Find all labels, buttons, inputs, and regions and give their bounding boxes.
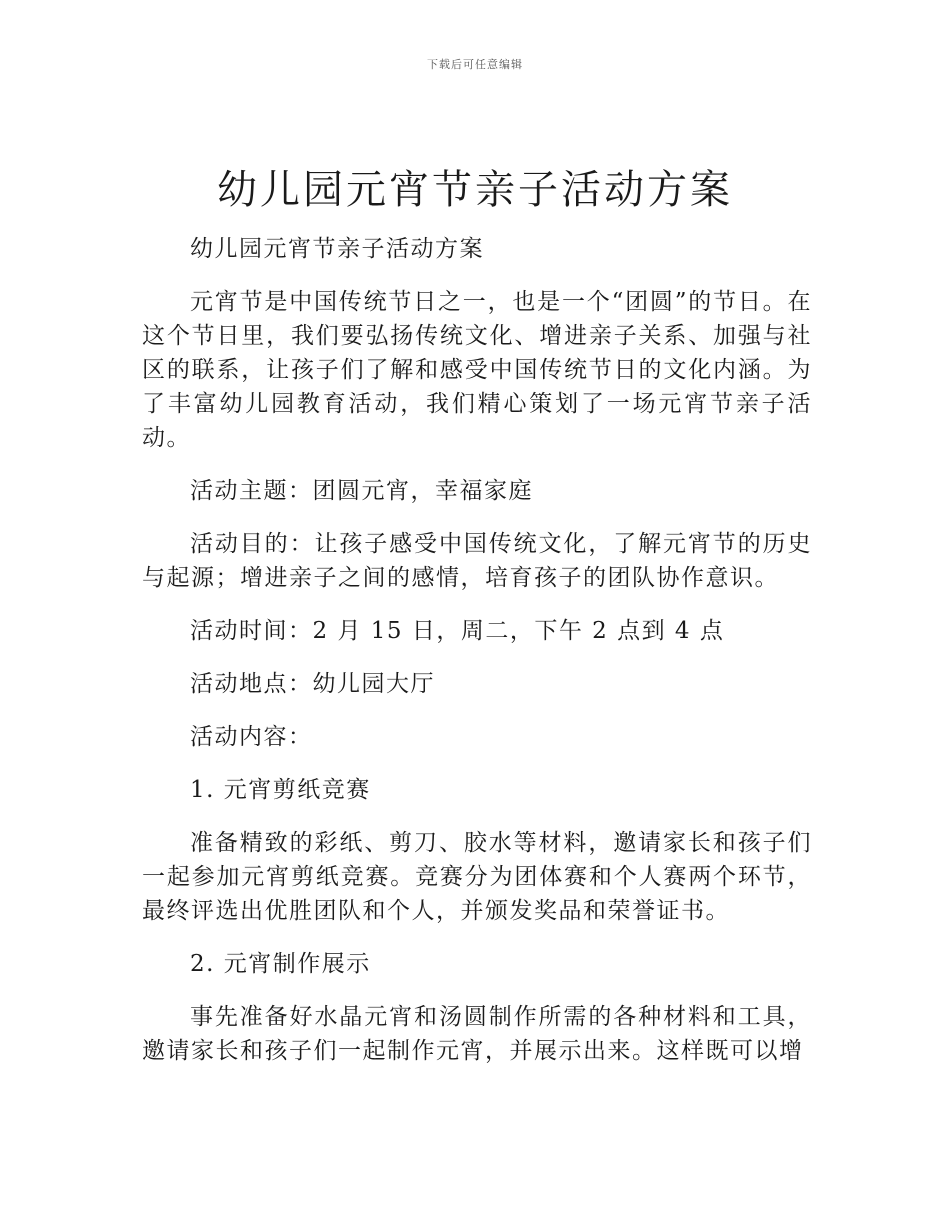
paragraph-time: 活动时间：2 月 15 日，周二，下午 2 点到 4 点 <box>190 618 725 644</box>
page-header-note: 下载后可任意编辑 <box>427 58 523 71</box>
paragraph-item-2-body: 事先准备好水晶元宵和汤圆制作所需的各种材料和工具，邀请家长和孩子们一起制作元宵，并展示出来。这样既可以增 <box>142 1004 812 1064</box>
paragraph-item-2-heading: 2. 元宵制作展示 <box>190 951 371 977</box>
document-body <box>142 232 812 1087</box>
paragraph-location: 活动地点：幼儿园大厅 <box>190 671 435 697</box>
paragraph-theme: 活动主题：团圆元宵，幸福家庭 <box>190 478 533 504</box>
paragraph-purpose: 活动目的：让孩子感受中国传统文化，了解元宵节的历史与起源；增进亲子之间的感情，培育孩子的团队协作意识。 <box>142 531 812 591</box>
paragraph-item-1-heading: 1. 元宵剪纸竞赛 <box>190 777 371 803</box>
paragraph-subtitle: 幼儿园元宵节亲子活动方案 <box>190 236 484 262</box>
paragraph-content-heading: 活动内容： <box>190 724 313 750</box>
paragraph-item-1-body: 准备精致的彩纸、剪刀、胶水等材料，邀请家长和孩子们一起参加元宵剪纸竞赛。竞赛分为团体赛和个人赛两个环节，最终评选出优胜团队和个人，并颁发奖品和荣誉证书。 <box>142 830 812 924</box>
paragraph-intro: 元宵节是中国传统节日之一，也是一个“团圆”的节日。在这个节日里，我们要弘扬传统文化、增进亲子关系、加强与社区的联系，让孩子们了解和感受中国传统节日的文化内涵。为了丰富幼儿园教育活动，我们精心策划了一场元宵节亲子活动。 <box>142 289 812 451</box>
document-title: 幼儿园元宵节亲子活动方案 <box>217 167 733 213</box>
